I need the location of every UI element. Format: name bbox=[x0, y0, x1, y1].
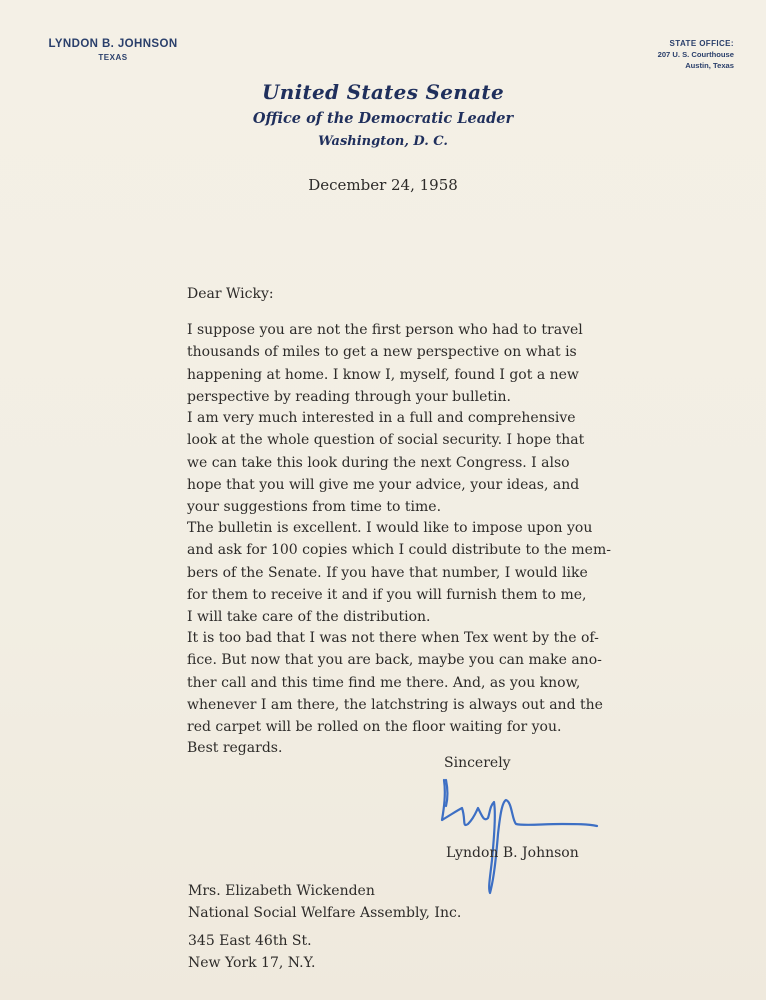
text-line: The bulletin is excellent. I would like to impose upon you bbox=[187, 520, 593, 536]
state-office-title: STATE OFFICE: bbox=[669, 39, 734, 48]
sign-off: Sincerely bbox=[444, 755, 511, 771]
text-line: perspective by reading through your bulletin. bbox=[187, 388, 511, 405]
text-line: and ask for 100 copies which I could distribute to the mem- bbox=[187, 542, 611, 559]
letter-date: December 24, 1958 bbox=[308, 176, 458, 194]
text-line: thousands of miles to get a new perspective on what is bbox=[187, 344, 577, 361]
state-office-line1: 207 U. S. Courthouse bbox=[657, 50, 734, 59]
text-line: for them to receive it and if you will furnish them to me, bbox=[187, 586, 587, 603]
text-line: whenever I am there, the latchstring is always out and the bbox=[187, 696, 603, 713]
closing: Best regards. bbox=[187, 740, 283, 756]
handwritten-signature bbox=[432, 768, 602, 898]
text-line: I suppose you are not the first person who had to travel bbox=[187, 322, 583, 338]
recipient-street: 345 East 46th St. bbox=[188, 933, 312, 949]
text-line: happening at home. I know I, myself, found I got a new bbox=[187, 366, 579, 383]
paragraph-3 bbox=[187, 517, 627, 628]
text-line: hope that you will give me your advice, your ideas, and bbox=[187, 476, 580, 493]
salutation: Dear Wicky: bbox=[187, 286, 274, 302]
recipient-city: New York 17, N.Y. bbox=[188, 955, 316, 971]
letterhead-subtitle: Office of the Democratic Leader bbox=[252, 110, 514, 127]
letterhead-location: Washington, D. C. bbox=[318, 134, 448, 149]
text-line: It is too bad that I was not there when Tex went by the of- bbox=[187, 630, 599, 646]
recipient-name: Mrs. Elizabeth Wickenden bbox=[188, 883, 375, 899]
paragraph-2 bbox=[187, 407, 627, 518]
text-line: look at the whole question of social security. I hope that bbox=[187, 432, 585, 449]
paragraph-1 bbox=[187, 319, 627, 408]
state-office-block bbox=[614, 38, 734, 71]
letterhead-title: United States Senate bbox=[262, 80, 504, 104]
sender-name: LYNDON B. JOHNSON bbox=[48, 38, 178, 50]
text-line: I am very much interested in a full and comprehensive bbox=[187, 410, 576, 426]
text-line: fice. But now that you are back, maybe you can make ano- bbox=[187, 652, 602, 669]
text-line: bers of the Senate. If you have that number, I would like bbox=[187, 564, 588, 581]
text-line: your suggestions from time to time. bbox=[187, 499, 442, 516]
recipient-organization: National Social Welfare Assembly, Inc. bbox=[188, 905, 462, 921]
text-line: I will take care of the distribution. bbox=[187, 609, 431, 626]
typed-signature-name: Lyndon B. Johnson bbox=[446, 845, 579, 861]
text-line: ther call and this time find me there. And, as you know, bbox=[187, 674, 581, 691]
recipient-address bbox=[188, 880, 461, 974]
sender-block bbox=[38, 38, 188, 62]
sender-state: TEXAS bbox=[98, 53, 128, 62]
text-line: red carpet will be rolled on the floor waiting for you. bbox=[187, 719, 562, 736]
state-office-line2: Austin, Texas bbox=[685, 61, 734, 70]
paragraph-4 bbox=[187, 627, 627, 738]
text-line: we can take this look during the next Congress. I also bbox=[187, 454, 570, 471]
